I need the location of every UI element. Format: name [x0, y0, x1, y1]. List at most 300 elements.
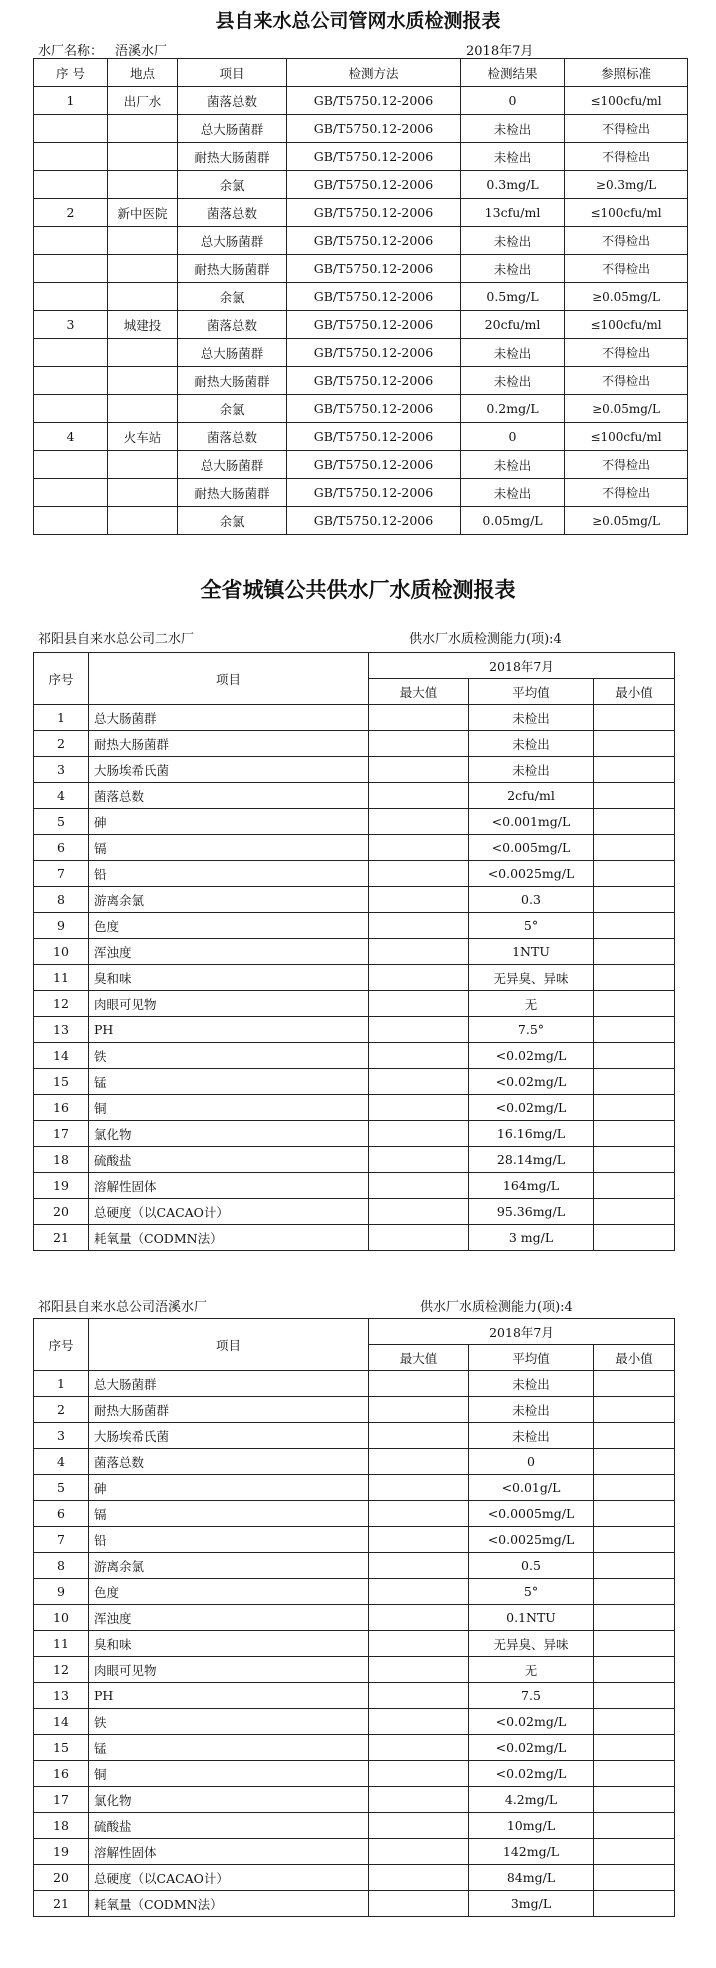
row-number: 4 — [34, 783, 89, 809]
max-value — [369, 1173, 469, 1199]
location: 出厂水 — [108, 87, 178, 115]
min-value — [594, 1173, 675, 1199]
max-value — [369, 1017, 469, 1043]
average-value: <0.02mg/L — [469, 1043, 594, 1069]
max-value — [369, 1787, 469, 1813]
row-number: 11 — [34, 1631, 89, 1657]
row-number: 8 — [34, 1553, 89, 1579]
test-item: 耗氧量（CODMN法） — [89, 1891, 369, 1917]
average-value: 无异臭、异味 — [469, 1631, 594, 1657]
test-method: GB/T5750.12-2006 — [287, 339, 461, 367]
min-value — [594, 1475, 675, 1501]
row-number: 12 — [34, 1657, 89, 1683]
max-value — [369, 1735, 469, 1761]
row-number: 8 — [34, 887, 89, 913]
test-item: 余氯 — [178, 283, 287, 311]
column-header-avg: 平均值 — [469, 1345, 594, 1371]
min-value — [594, 1423, 675, 1449]
column-header-date: 2018年7月 — [369, 653, 675, 679]
plant2-quality-table — [33, 652, 675, 1251]
min-value — [594, 1553, 675, 1579]
report1-title: 县自来水总公司管网水质检测报表 — [215, 10, 501, 32]
test-result: 0.2mg/L — [461, 395, 565, 423]
average-value: 7.5 — [469, 1683, 594, 1709]
test-item: 锰 — [89, 1069, 369, 1095]
row-number: 15 — [34, 1735, 89, 1761]
location — [108, 283, 178, 311]
max-value — [369, 1043, 469, 1069]
reference-standard: ≤100cfu/ml — [565, 311, 688, 339]
test-result: 0.05mg/L — [461, 507, 565, 535]
table-row — [34, 395, 688, 423]
row-number: 4 — [34, 1449, 89, 1475]
row-number: 12 — [34, 991, 89, 1017]
table-row — [34, 1225, 675, 1251]
reference-standard: 不得检出 — [565, 339, 688, 367]
average-value: 无异臭、异味 — [469, 965, 594, 991]
test-item: 菌落总数 — [89, 1449, 369, 1475]
average-value: 164mg/L — [469, 1173, 594, 1199]
average-value: <0.02mg/L — [469, 1095, 594, 1121]
table-row — [34, 1475, 675, 1501]
table-row — [34, 1891, 675, 1917]
min-value — [594, 1095, 675, 1121]
location — [108, 367, 178, 395]
table-row — [34, 1657, 675, 1683]
test-item: 大肠埃希氏菌 — [89, 1423, 369, 1449]
average-value: 未检出 — [469, 731, 594, 757]
average-value: 未检出 — [469, 1397, 594, 1423]
average-value: 10mg/L — [469, 1813, 594, 1839]
average-value: <0.0025mg/L — [469, 861, 594, 887]
reference-standard: 不得检出 — [565, 451, 688, 479]
table-row — [34, 1397, 675, 1423]
column-header-item: 项目 — [89, 1319, 369, 1371]
test-item: 砷 — [89, 809, 369, 835]
row-number: 13 — [34, 1017, 89, 1043]
row-number: 14 — [34, 1709, 89, 1735]
row-number: 17 — [34, 1787, 89, 1813]
row-number: 6 — [34, 835, 89, 861]
test-item: 色度 — [89, 1579, 369, 1605]
test-method: GB/T5750.12-2006 — [287, 227, 461, 255]
test-item: 耐热大肠菌群 — [178, 143, 287, 171]
report2-title: 全省城镇公共供水厂水质检测报表 — [200, 577, 516, 602]
column-header-item: 项目 — [89, 653, 369, 705]
table-row — [34, 1095, 675, 1121]
test-item: 硫酸盐 — [89, 1813, 369, 1839]
table-row — [34, 887, 675, 913]
min-value — [594, 705, 675, 731]
column-header-max: 最大值 — [369, 679, 469, 705]
min-value — [594, 1761, 675, 1787]
test-method: GB/T5750.12-2006 — [287, 199, 461, 227]
max-value — [369, 1709, 469, 1735]
table-row — [34, 1839, 675, 1865]
min-value — [594, 939, 675, 965]
min-value — [594, 1121, 675, 1147]
test-method: GB/T5750.12-2006 — [287, 395, 461, 423]
row-number: 19 — [34, 1839, 89, 1865]
table-row — [34, 1043, 675, 1069]
reference-standard: ≥0.05mg/L — [565, 507, 688, 535]
table-row — [34, 227, 688, 255]
max-value — [369, 1199, 469, 1225]
average-value: 1NTU — [469, 939, 594, 965]
max-value — [369, 1657, 469, 1683]
max-value — [369, 1147, 469, 1173]
test-result: 未检出 — [461, 339, 565, 367]
column-header: 检测结果 — [461, 59, 565, 87]
row-number: 14 — [34, 1043, 89, 1069]
test-item: 总硬度（以CACAO计） — [89, 1865, 369, 1891]
table-row — [34, 1173, 675, 1199]
max-value — [369, 1121, 469, 1147]
average-value: 未检出 — [469, 757, 594, 783]
wuxi-plant-quality-table-body — [34, 1319, 675, 1917]
test-item: 大肠埃希氏菌 — [89, 757, 369, 783]
row-number: 5 — [34, 1475, 89, 1501]
average-value: 142mg/L — [469, 1839, 594, 1865]
row-number: 19 — [34, 1173, 89, 1199]
test-result: 未检出 — [461, 451, 565, 479]
row-number: 15 — [34, 1069, 89, 1095]
min-value — [594, 1787, 675, 1813]
table-row — [34, 991, 675, 1017]
table-row — [34, 731, 675, 757]
location: 新中医院 — [108, 199, 178, 227]
table-row — [34, 1017, 675, 1043]
min-value — [594, 913, 675, 939]
min-value — [594, 1891, 675, 1917]
average-value: <0.001mg/L — [469, 809, 594, 835]
min-value — [594, 783, 675, 809]
row-number: 21 — [34, 1891, 89, 1917]
test-method: GB/T5750.12-2006 — [287, 255, 461, 283]
min-value — [594, 1813, 675, 1839]
max-value — [369, 757, 469, 783]
average-value: 7.5° — [469, 1017, 594, 1043]
average-value: 0.1NTU — [469, 1605, 594, 1631]
reference-standard: 不得检出 — [565, 143, 688, 171]
row-number: 10 — [34, 939, 89, 965]
average-value: <0.0005mg/L — [469, 1501, 594, 1527]
max-value — [369, 783, 469, 809]
max-value — [369, 1449, 469, 1475]
row-number: 7 — [34, 861, 89, 887]
column-header: 项目 — [178, 59, 287, 87]
min-value — [594, 1397, 675, 1423]
table-row — [34, 1761, 675, 1787]
min-value — [594, 757, 675, 783]
column-header: 参照标准 — [565, 59, 688, 87]
test-result: 未检出 — [461, 115, 565, 143]
test-item: 肉眼可见物 — [89, 991, 369, 1017]
table-row — [34, 913, 675, 939]
location: 城建投 — [108, 311, 178, 339]
average-value: 4.2mg/L — [469, 1787, 594, 1813]
test-result: 未检出 — [461, 227, 565, 255]
average-value: 5° — [469, 1579, 594, 1605]
table-row — [34, 1371, 675, 1397]
table-row — [34, 939, 675, 965]
test-item: 总大肠菌群 — [89, 1371, 369, 1397]
column-header-no: 序号 — [34, 653, 89, 705]
max-value — [369, 1225, 469, 1251]
location — [108, 479, 178, 507]
test-item: 余氯 — [178, 507, 287, 535]
reference-standard: ≤100cfu/ml — [565, 199, 688, 227]
max-value — [369, 1761, 469, 1787]
min-value — [594, 1631, 675, 1657]
reference-standard: ≤100cfu/ml — [565, 423, 688, 451]
network-quality-table — [33, 58, 688, 535]
test-item: 耐热大肠菌群 — [89, 731, 369, 757]
table-row — [34, 143, 688, 171]
column-header: 检测方法 — [287, 59, 461, 87]
row-number: 18 — [34, 1813, 89, 1839]
table-row — [34, 1501, 675, 1527]
column-header-max: 最大值 — [369, 1345, 469, 1371]
location — [108, 143, 178, 171]
row-number: 3 — [34, 311, 108, 339]
test-item: 余氯 — [178, 171, 287, 199]
row-number: 18 — [34, 1147, 89, 1173]
report1-date: 2018年7月 — [466, 44, 534, 59]
test-result: 20cfu/ml — [461, 311, 565, 339]
test-item: PH — [89, 1017, 369, 1043]
row-number: 16 — [34, 1095, 89, 1121]
plant-name-line — [38, 40, 167, 59]
row-number: 1 — [34, 1371, 89, 1397]
column-header-avg: 平均值 — [469, 679, 594, 705]
table-row — [34, 367, 688, 395]
max-value — [369, 939, 469, 965]
test-item: 铜 — [89, 1761, 369, 1787]
table-row — [34, 1709, 675, 1735]
reference-standard: ≥0.05mg/L — [565, 395, 688, 423]
test-item: 游离余氯 — [89, 887, 369, 913]
min-value — [594, 1449, 675, 1475]
table-row — [34, 1121, 675, 1147]
min-value — [594, 1709, 675, 1735]
max-value — [369, 887, 469, 913]
reference-standard: ≤100cfu/ml — [565, 87, 688, 115]
test-method: GB/T5750.12-2006 — [287, 423, 461, 451]
min-value — [594, 809, 675, 835]
min-value — [594, 1657, 675, 1683]
table-row — [34, 965, 675, 991]
row-number: 9 — [34, 913, 89, 939]
row-number: 6 — [34, 1501, 89, 1527]
column-header-min: 最小值 — [594, 679, 675, 705]
min-value — [594, 1865, 675, 1891]
table-row — [34, 1579, 675, 1605]
table-row — [34, 1147, 675, 1173]
max-value — [369, 1527, 469, 1553]
test-result: 0.5mg/L — [461, 283, 565, 311]
row-number: 3 — [34, 1423, 89, 1449]
row-number: 16 — [34, 1761, 89, 1787]
row-number: 17 — [34, 1121, 89, 1147]
average-value: <0.02mg/L — [469, 1761, 594, 1787]
location — [108, 171, 178, 199]
test-item: 耐热大肠菌群 — [178, 479, 287, 507]
average-value: <0.0025mg/L — [469, 1527, 594, 1553]
test-method: GB/T5750.12-2006 — [287, 143, 461, 171]
test-item: 总硬度（以CACAO计） — [89, 1199, 369, 1225]
row-number — [34, 115, 108, 143]
test-method: GB/T5750.12-2006 — [287, 479, 461, 507]
min-value — [594, 1069, 675, 1095]
row-number — [34, 367, 108, 395]
average-value: <0.01g/L — [469, 1475, 594, 1501]
average-value: 未检出 — [469, 1371, 594, 1397]
test-item: 耐热大肠菌群 — [178, 255, 287, 283]
test-result: 0 — [461, 423, 565, 451]
table-row — [34, 255, 688, 283]
test-item: 总大肠菌群 — [178, 339, 287, 367]
max-value — [369, 1371, 469, 1397]
test-item: 溶解性固体 — [89, 1839, 369, 1865]
average-value: 95.36mg/L — [469, 1199, 594, 1225]
test-item: 铅 — [89, 861, 369, 887]
max-value — [369, 1069, 469, 1095]
min-value — [594, 1735, 675, 1761]
max-value — [369, 1553, 469, 1579]
test-item: 浑浊度 — [89, 1605, 369, 1631]
test-method: GB/T5750.12-2006 — [287, 367, 461, 395]
location — [108, 507, 178, 535]
min-value — [594, 991, 675, 1017]
test-result: 0 — [461, 87, 565, 115]
location — [108, 227, 178, 255]
table-row — [34, 507, 688, 535]
row-number — [34, 395, 108, 423]
test-item: 镉 — [89, 835, 369, 861]
test-item: 总大肠菌群 — [178, 115, 287, 143]
table-row — [34, 1449, 675, 1475]
average-value: <0.02mg/L — [469, 1735, 594, 1761]
row-number: 1 — [34, 705, 89, 731]
location: 火车站 — [108, 423, 178, 451]
min-value — [594, 1579, 675, 1605]
min-value — [594, 1017, 675, 1043]
test-item: 耐热大肠菌群 — [178, 367, 287, 395]
location — [108, 255, 178, 283]
location — [108, 115, 178, 143]
test-item: 铁 — [89, 1709, 369, 1735]
table-row — [34, 835, 675, 861]
column-header-date: 2018年7月 — [369, 1319, 675, 1345]
row-number: 4 — [34, 423, 108, 451]
plant2-quality-table-body — [34, 653, 675, 1251]
row-number — [34, 227, 108, 255]
row-number: 13 — [34, 1683, 89, 1709]
row-number: 2 — [34, 731, 89, 757]
test-result: 未检出 — [461, 255, 565, 283]
average-value: 5° — [469, 913, 594, 939]
table-row — [34, 1553, 675, 1579]
max-value — [369, 861, 469, 887]
row-number: 2 — [34, 199, 108, 227]
max-value — [369, 991, 469, 1017]
max-value — [369, 1891, 469, 1917]
column-header-no: 序号 — [34, 1319, 89, 1371]
reference-standard: ≥0.05mg/L — [565, 283, 688, 311]
table-row — [34, 451, 688, 479]
average-value: <0.005mg/L — [469, 835, 594, 861]
table-header-row — [34, 59, 688, 87]
column-header: 序 号 — [34, 59, 108, 87]
average-value: <0.02mg/L — [469, 1709, 594, 1735]
average-value: 84mg/L — [469, 1865, 594, 1891]
table-row — [34, 1813, 675, 1839]
max-value — [369, 1397, 469, 1423]
max-value — [369, 1683, 469, 1709]
test-item: 镉 — [89, 1501, 369, 1527]
test-item: 菌落总数 — [178, 199, 287, 227]
table-row — [34, 705, 675, 731]
max-value — [369, 1095, 469, 1121]
test-method: GB/T5750.12-2006 — [287, 87, 461, 115]
table-row — [34, 1527, 675, 1553]
table-row — [34, 1631, 675, 1657]
min-value — [594, 1225, 675, 1251]
test-item: 总大肠菌群 — [178, 227, 287, 255]
average-value: 16.16mg/L — [469, 1121, 594, 1147]
row-number: 7 — [34, 1527, 89, 1553]
max-value — [369, 1579, 469, 1605]
table-row — [34, 1683, 675, 1709]
report3-plant-name: 祁阳县自来水总公司浯溪水厂 — [38, 1300, 208, 1315]
table-row — [34, 1199, 675, 1225]
table-row — [34, 339, 688, 367]
table-row — [34, 423, 688, 451]
test-item: 浑浊度 — [89, 939, 369, 965]
reference-standard: 不得检出 — [565, 227, 688, 255]
average-value: 3 mg/L — [469, 1225, 594, 1251]
test-method: GB/T5750.12-2006 — [287, 451, 461, 479]
max-value — [369, 1631, 469, 1657]
min-value — [594, 1839, 675, 1865]
test-item: 硫酸盐 — [89, 1147, 369, 1173]
table-header-row — [34, 653, 675, 679]
location — [108, 395, 178, 423]
test-item: 溶解性固体 — [89, 1173, 369, 1199]
reference-standard: 不得检出 — [565, 479, 688, 507]
max-value — [369, 1605, 469, 1631]
test-result: 0.3mg/L — [461, 171, 565, 199]
reference-standard: ≥0.3mg/L — [565, 171, 688, 199]
report2-plant-name: 祁阳县自来水总公司二水厂 — [38, 632, 195, 647]
table-row — [34, 861, 675, 887]
average-value: 无 — [469, 991, 594, 1017]
row-number: 3 — [34, 757, 89, 783]
max-value — [369, 913, 469, 939]
min-value — [594, 1527, 675, 1553]
table-row — [34, 1605, 675, 1631]
location — [108, 451, 178, 479]
max-value — [369, 809, 469, 835]
test-result: 未检出 — [461, 479, 565, 507]
min-value — [594, 887, 675, 913]
min-value — [594, 1199, 675, 1225]
test-item: 氯化物 — [89, 1787, 369, 1813]
max-value — [369, 1501, 469, 1527]
average-value: 无 — [469, 1657, 594, 1683]
max-value — [369, 1865, 469, 1891]
